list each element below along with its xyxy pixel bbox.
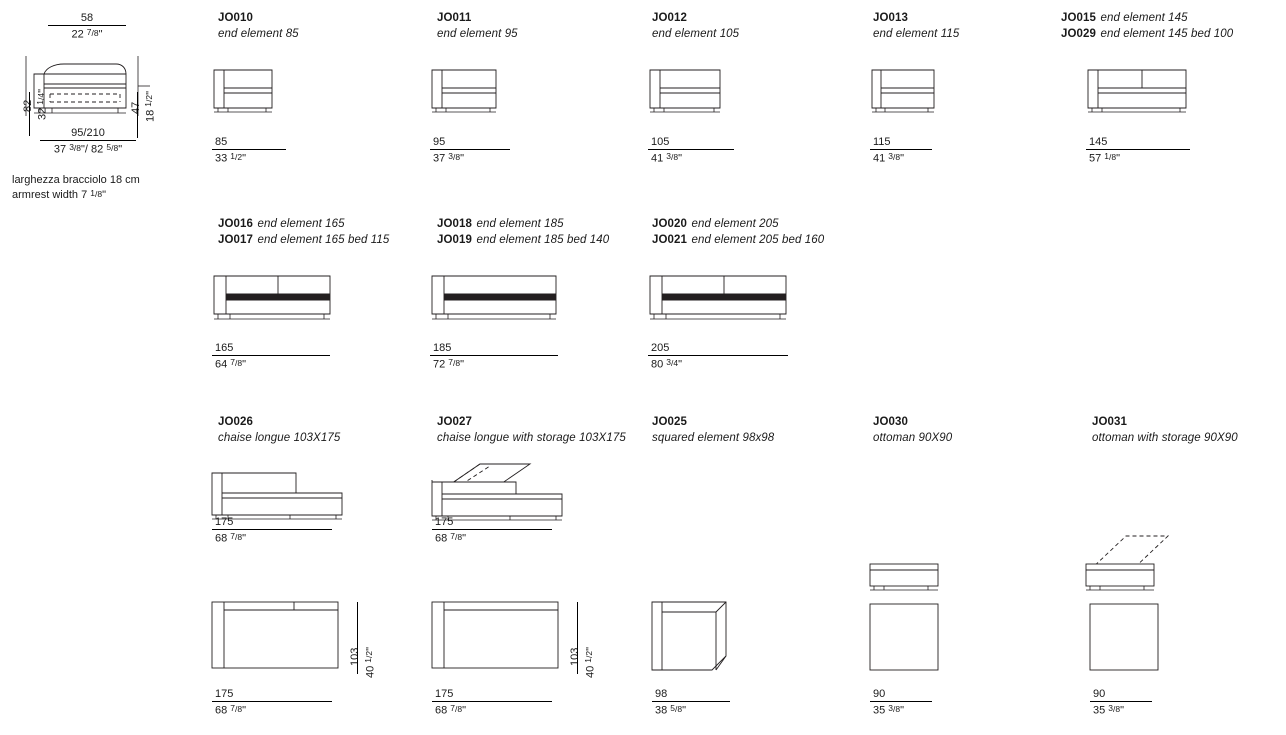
- legend-armrest-note: larghezza bracciolo 18 cm armrest width 7 $^1$/8": [12, 174, 140, 201]
- item-header-jo015: JO015 end element 145 JO029 end element 145 bed 100: [1061, 12, 1234, 40]
- item-header-jo018: JO018 end element 185 JO019 end element 185 bed 140: [437, 218, 610, 246]
- dim-jo027-length: 175 68 $^7$/8": [432, 516, 552, 544]
- drawing-jo010: [212, 62, 282, 124]
- dim-jo026-depth: 175 68 $^7$/8": [212, 688, 332, 716]
- dim-jo018: 185 72 $^7$/8": [430, 342, 558, 370]
- rule: [29, 92, 30, 136]
- item-header-jo025: JO025 squared element 98x98: [652, 416, 775, 444]
- drawing-jo030-plan: [866, 598, 946, 678]
- drawing-jo030-side: [866, 560, 946, 594]
- drawing-jo013: [870, 62, 950, 124]
- rule: [137, 92, 138, 138]
- item-header-jo027: JO027 chaise longue with storage 103X175: [437, 416, 626, 444]
- legend-height-dims: 82 32 $^1$/4": [8, 74, 38, 114]
- dim-jo026-width-vertical: 103 40 $^1$/2": [344, 600, 388, 680]
- dim-jo015: 145 57 $^1$/8": [1086, 136, 1190, 164]
- dim-jo012: 105 41 $^3$/8": [648, 136, 734, 164]
- legend-depth: 95/210 37 $^3$/8"/ 82 $^5$/8": [40, 127, 136, 155]
- dim-jo031: 90 35 $^3$/8": [1090, 688, 1152, 716]
- item-header-jo031: JO031 ottoman with storage 90X90: [1092, 416, 1238, 444]
- legend-top-width: 58 22 $^7$/8": [48, 12, 126, 40]
- item-header-jo010: JO010 end element 85: [218, 12, 299, 40]
- dim-jo025: 98 38 $^5$/8": [652, 688, 730, 716]
- drawing-jo016: [212, 268, 342, 330]
- legend-seat-height-dims: 47 18 $^1$/2": [126, 74, 160, 114]
- dim-jo027-depth: 175 68 $^7$/8": [432, 688, 552, 716]
- dim-jo020: 205 80 $^3$/4": [648, 342, 788, 370]
- drawing-jo025-plan: [648, 598, 734, 678]
- dim-jo026-length: 175 68 $^7$/8": [212, 516, 332, 544]
- drawing-jo011: [430, 62, 510, 124]
- drawing-jo027-plan: [428, 598, 568, 678]
- item-header-jo011: JO011 end element 95: [437, 12, 518, 40]
- rule: [577, 602, 578, 674]
- dim-jo030: 90 35 $^3$/8": [870, 688, 932, 716]
- drawing-jo012: [648, 62, 734, 124]
- drawing-jo026-plan: [208, 598, 348, 678]
- drawing-jo015: [1086, 62, 1196, 124]
- item-header-jo013: JO013 end element 115: [873, 12, 960, 40]
- item-header-jo016: JO016 end element 165 JO017 end element 165 bed 115: [218, 218, 390, 246]
- drawing-jo031-plan: [1086, 598, 1166, 678]
- item-header-jo026: JO026 chaise longue 103X175: [218, 416, 341, 444]
- dim-jo011: 95 37 $^3$/8": [430, 136, 510, 164]
- dim-jo013: 115 41 $^3$/8": [870, 136, 932, 164]
- dim-jo027-width-vertical: 103 40 $^1$/2": [564, 600, 608, 680]
- item-header-jo030: JO030 ottoman 90X90: [873, 416, 953, 444]
- drawing-jo018: [430, 268, 570, 330]
- drawing-jo020: [648, 268, 800, 330]
- dim-jo010: 85 33 $^1$/2": [212, 136, 286, 164]
- dim-jo016: 165 64 $^7$/8": [212, 342, 330, 370]
- item-header-jo020: JO020 end element 205 JO021 end element 205 bed 160: [652, 218, 825, 246]
- rule: [357, 602, 358, 674]
- drawing-jo031-side: [1082, 530, 1182, 594]
- item-header-jo012: JO012 end element 105: [652, 12, 740, 40]
